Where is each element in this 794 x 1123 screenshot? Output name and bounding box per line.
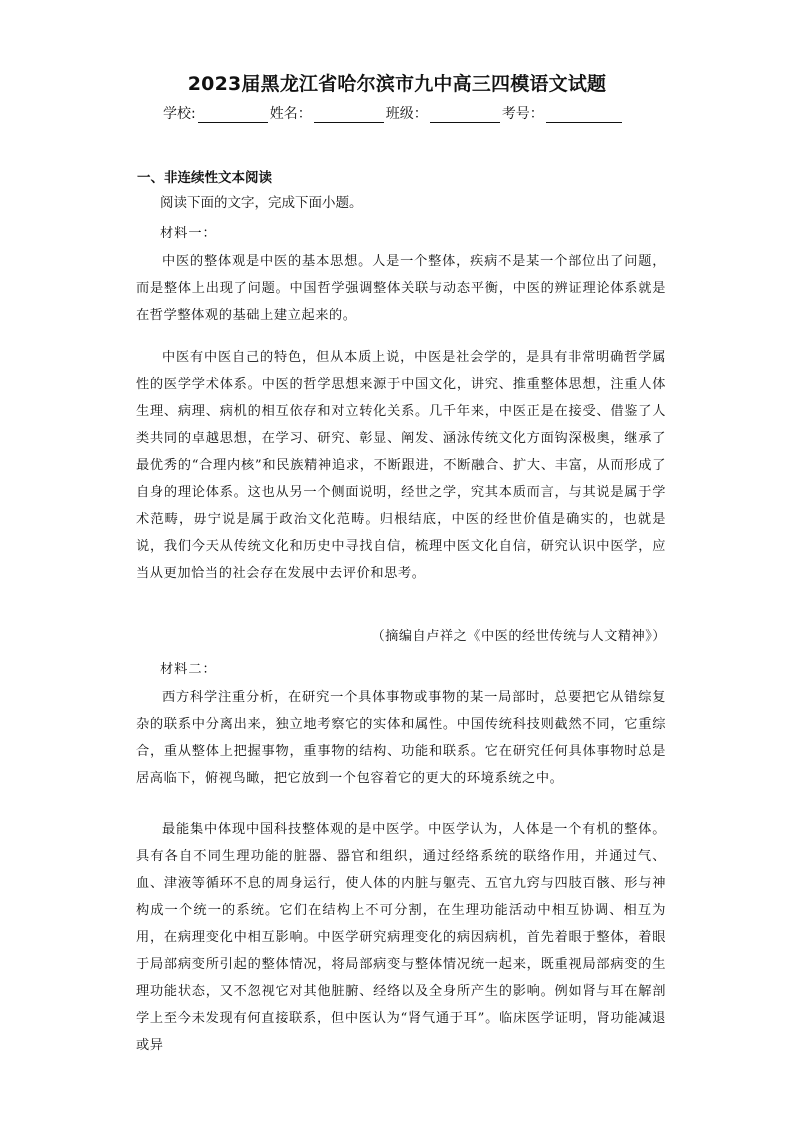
student-info-line <box>163 103 624 123</box>
school-label: 学校: <box>163 106 196 122</box>
material-one-paragraph: 中医有中医自己的特色，但从本质上说，中医是社会学的，是具有非常明确哲学属性的医学学术体系。中医的哲学思想来源于中国文化，讲究、推重整体思想，注重人体生理、病理、病机的相互依存和对立转化关系。几千年来，中医正是在接受、借鉴了人类共同的卓越思想，在学习、研究、彰显、阐发、涵泳传统文化方面钩深极奥，继承了最优秀的“合理内核”和民族精神追求，不断跟进，不断融合、扩大、丰富，从而形成了自身的理论体系。这也从另一个侧面说明，经世之学，究其本质而言，与其说是属于学术范畴，毋宁说是属于政治文化范畴。归根结底，中医的经世价值是确实的，也就是说，我们今天从传统文化和历史中寻找自信，梳理中医文化自信，研究认识中医学，应当从更加恰当的社会存在发展中去评价和思考。 <box>136 350 666 581</box>
exam-number-blank[interactable] <box>546 108 622 123</box>
material-two-paragraph: 最能集中体现中国科技整体观的是中医学。中医学认为，人体是一个有机的整体。具有各自不同生理功能的脏器、器官和组织，通过经络系统的联络作用，并通过气、血、津液等循环不息的周身运行，使人体的内脏与躯壳、五官九窍与四肢百骸、形与神构成一个统一的系统。它们在结构上不可分割，在生理功能活动中相互协调、相互为用，在病理变化中相互影响。中医学研究病理变化的病因病机，首先着眼于整体，着眼于局部病变所引起的整体情况，将局部病变与整体情况统一起来，既重视局部病变的生理功能状态，又不忽视它对其他脏腑、经络以及全身所产生的影响。例如肾与耳在解剖学上至今未发现有何直接联系，但中医认为“肾气通于耳”。临床医学证明，肾功能减退或异 <box>136 822 666 1053</box>
class-label: 班级： <box>385 106 428 122</box>
material-one-paragraph: 中医的整体观是中医的基本思想。人是一个整体，疾病不是某一个部位出了问题，而是整体上出现了问题。中国哲学强调整体关联与动态平衡，中医的辨证理论体系就是在哲学整体观的基础上建立起来的。 <box>136 254 666 323</box>
school-blank[interactable] <box>198 108 268 123</box>
reading-instruction: 阅读下面的文字，完成下面小题。 <box>160 195 363 211</box>
exam-number-label: 考号： <box>501 106 544 122</box>
document-title: 2023届黑龙江省哈尔滨市九中高三四模语文试题 <box>187 73 607 95</box>
material-one-source: （摘编自卢祥之《中医的经世传统与人文精神》） <box>371 629 666 644</box>
name-label: 姓名： <box>269 106 312 122</box>
material-two-paragraph: 西方科学注重分析，在研究一个具体事物或事物的某一局部时，总要把它从错综复杂的联系中分离出来，独立地考察它的实体和属性。中国传统科技则截然不同，它重综合，重从整体上把握事物，重事物的结构、功能和联系。它在研究任何具体事物时总是居高临下，俯视鸟瞰，把它放到一个包容着它的更大的环境系统之中。 <box>136 690 666 786</box>
name-blank[interactable] <box>314 108 384 123</box>
class-blank[interactable] <box>430 108 500 123</box>
material-two-label: 材料二： <box>160 662 217 677</box>
material-one-label: 材料一： <box>160 226 217 241</box>
section-heading: 一、非连续性文本阅读 <box>137 170 272 186</box>
